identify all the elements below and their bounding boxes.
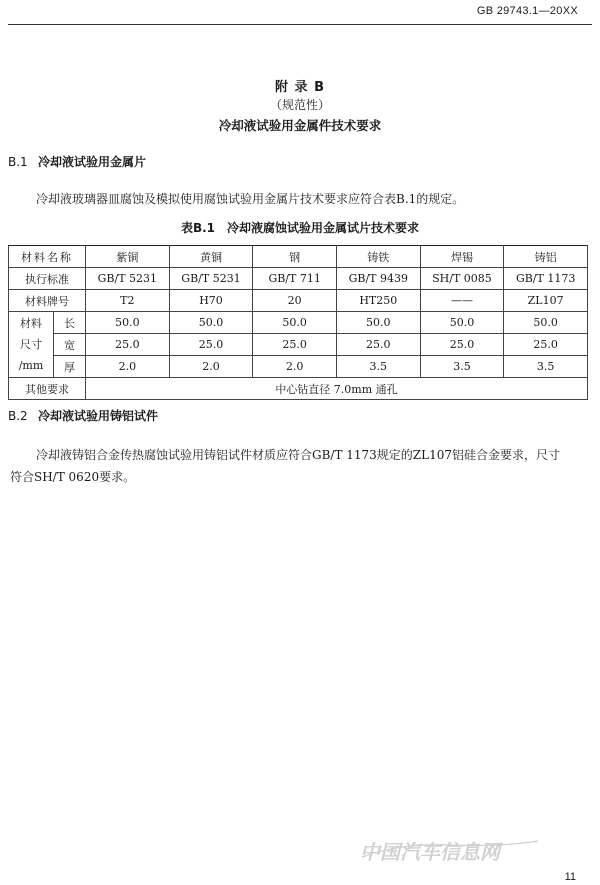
- table-cell: SH/T 0085: [420, 268, 504, 290]
- table-cell: GB/T 9439: [336, 268, 420, 290]
- annex-type: （规范性）: [269, 98, 330, 112]
- material-header: 焊锡: [420, 246, 504, 268]
- row-label-cell: 其他要求: [9, 378, 86, 400]
- dimension-label: 长: [54, 312, 86, 334]
- metal-specimen-table: [8, 245, 588, 400]
- table-cell: 2.0: [253, 356, 337, 378]
- size-group-label: [9, 312, 54, 378]
- header-rule: [8, 24, 592, 25]
- table-cell: 50.0: [86, 312, 170, 334]
- material-header: 铸铝: [504, 246, 588, 268]
- table-cell: 3.5: [336, 356, 420, 378]
- table-cell: 2.0: [169, 356, 253, 378]
- size-label-line: /mm: [18, 359, 44, 372]
- table-row: [9, 334, 588, 356]
- table-cell: 25.0: [253, 334, 337, 356]
- material-header: 铸铁: [336, 246, 420, 268]
- table-cell: GB/T 5231: [169, 268, 253, 290]
- annex-name: 冷却液试验用金属件技术要求: [218, 118, 382, 133]
- other-requirement-cell: 中心钻直径 7.0mm 通孔: [86, 378, 588, 400]
- table-cell: 50.0: [169, 312, 253, 334]
- table-cell: 3.5: [504, 356, 588, 378]
- table-cell: 20: [253, 290, 337, 312]
- dimension-label: 宽: [54, 334, 86, 356]
- section-b2-title: 冷却液试验用铸铝试件: [38, 409, 159, 423]
- svg-text:中国汽车信息网: 中国汽车信息网: [360, 840, 500, 863]
- row-label-cell: 执行标准: [9, 268, 86, 290]
- table-cell: H70: [169, 290, 253, 312]
- table-cell: GB/T 1173: [504, 268, 588, 290]
- dimension-label: 厚: [54, 356, 86, 378]
- table-row: [9, 356, 588, 378]
- size-label-line: 材料: [20, 317, 42, 330]
- table-header-row: [9, 246, 588, 268]
- section-b2-heading: [8, 407, 158, 424]
- table-row: [9, 378, 588, 400]
- table-cell: HT250: [336, 290, 420, 312]
- table-cell: 25.0: [420, 334, 504, 356]
- section-b1-number: B.1: [8, 155, 28, 169]
- section-b1-heading: [8, 153, 146, 170]
- table-cell: 3.5: [420, 356, 504, 378]
- material-header: 黄铜: [169, 246, 253, 268]
- section-b2-paragraph: 冷却液铸铝合金传热腐蚀试验用铸铝试件材质应符合GB/T 1173规定的ZL107铝硅合金要求，尺寸符合SH/T 0620要求。: [10, 448, 561, 484]
- watermark-logo: [360, 837, 540, 867]
- page-number: 11: [564, 871, 576, 883]
- table-cell: 25.0: [86, 334, 170, 356]
- size-label-line: 尺寸: [20, 338, 42, 351]
- header-label-cell: 材料名称: [9, 246, 86, 268]
- section-b2-number: B.2: [8, 409, 28, 423]
- table-cell: 50.0: [504, 312, 588, 334]
- table-row: [9, 290, 588, 312]
- table-row: [9, 268, 588, 290]
- table-row: [9, 312, 588, 334]
- material-header: 钢: [253, 246, 337, 268]
- standard-number: GB 29743.1—20XX: [476, 5, 578, 17]
- table-cell: GB/T 711: [253, 268, 337, 290]
- table-cell: 25.0: [336, 334, 420, 356]
- table-cell: 50.0: [336, 312, 420, 334]
- table-cell: ZL107: [504, 290, 588, 312]
- watermark-logo-icon: [360, 837, 540, 863]
- table-cell: T2: [86, 290, 170, 312]
- table-cell: GB/T 5231: [86, 268, 170, 290]
- section-b1-title: 冷却液试验用金属片: [38, 155, 147, 169]
- annex-title: 附 录 B: [275, 80, 325, 95]
- table-cell: 50.0: [420, 312, 504, 334]
- table-cell: 2.0: [86, 356, 170, 378]
- table-cell: ——: [420, 290, 504, 312]
- material-header: 紫铜: [86, 246, 170, 268]
- table-caption: 表B.1 冷却液腐蚀试验用金属试片技术要求: [180, 221, 420, 235]
- table-cell: 50.0: [253, 312, 337, 334]
- table-cell: 25.0: [504, 334, 588, 356]
- section-b1-paragraph: 冷却液玻璃器皿腐蚀及模拟使用腐蚀试验用金属片技术要求应符合表B.1的规定。: [36, 192, 465, 206]
- table-cell: 25.0: [169, 334, 253, 356]
- row-label-cell: 材料牌号: [9, 290, 86, 312]
